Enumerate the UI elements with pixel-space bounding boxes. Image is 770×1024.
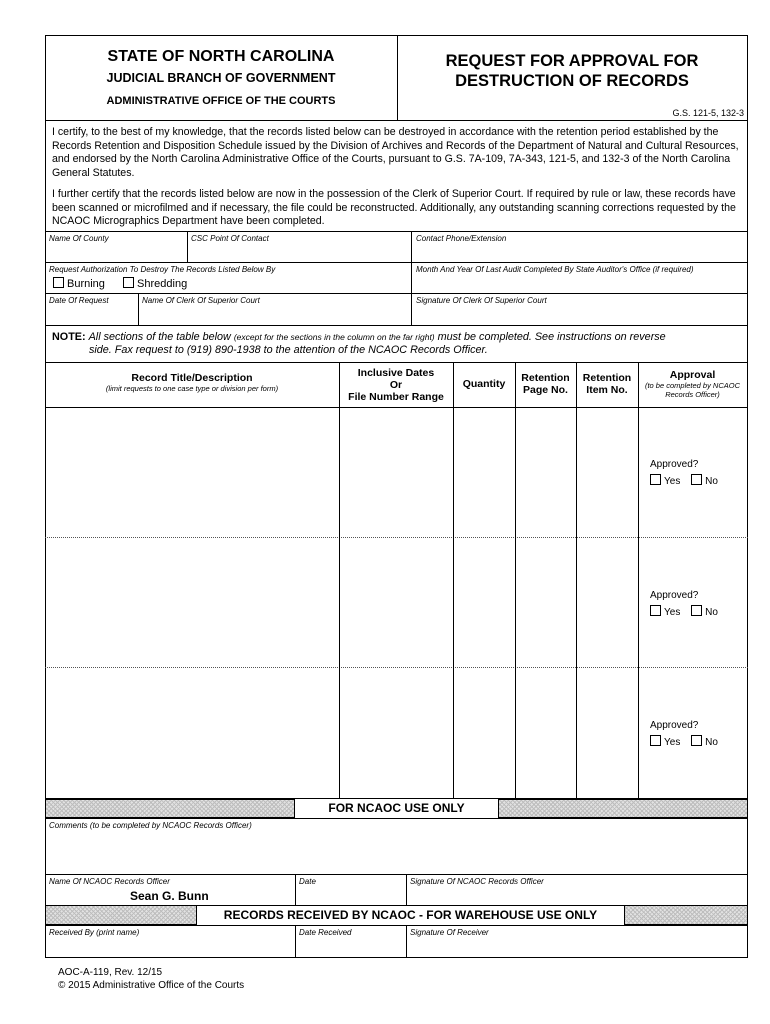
approval-row-1 (650, 458, 718, 489)
approved-yes-checkbox[interactable] (650, 605, 661, 616)
ncaoc-date-field[interactable]: Date (299, 877, 316, 886)
approved-label: Approved? (650, 590, 699, 601)
table-col-divider (339, 362, 340, 798)
col-title-sublabel: (limit requests to one case type or division per form) (105, 384, 279, 393)
yes-label: Yes (664, 476, 681, 487)
date-received-field[interactable]: Date Received (299, 928, 352, 937)
shredding-label: Shredding (137, 278, 188, 290)
ncaoc-section-title: FOR NCAOC USE ONLY (328, 801, 465, 815)
note-text-2: must be completed. See instructions on reverse (437, 331, 666, 343)
field-divider (406, 874, 407, 905)
yes-label: Yes (664, 607, 681, 618)
last-audit-field[interactable]: Month And Year Of Last Audit Completed By State Auditor's Office (if required) (416, 265, 694, 274)
header-bottom-border (45, 120, 748, 121)
phone-field[interactable]: Contact Phone/Extension (416, 234, 507, 243)
county-field[interactable]: Name Of County (49, 234, 109, 243)
burning-checkbox[interactable] (53, 277, 64, 288)
yes-label: Yes (664, 737, 681, 748)
fields-top-border (45, 231, 748, 232)
ncaoc-title-border (45, 818, 748, 819)
date-of-request-field[interactable]: Date Of Request (49, 296, 109, 305)
col-approval-sublabel: (to be completed by NCAOC Records Officer) (644, 381, 741, 399)
shaded-bar-left (45, 799, 295, 818)
shaded-bar-right (498, 799, 748, 818)
warehouse-top-border (45, 905, 748, 906)
copyright: © 2015 Administrative Office of the Courts (58, 980, 245, 991)
agency-office: ADMINISTRATIVE OFFICE OF THE COURTS (106, 95, 336, 107)
col-header-dates (339, 367, 453, 403)
table-row-divider (45, 537, 748, 538)
table-header-border (45, 407, 748, 408)
comments-bottom-border (45, 874, 748, 875)
col-ret-page-label-2: Page No. (523, 384, 568, 396)
col-header-retention-page (515, 372, 576, 396)
no-label: No (705, 737, 718, 748)
fields-row2-border (45, 293, 748, 294)
clerk-signature-field[interactable]: Signature Of Clerk Of Superior Court (416, 296, 547, 305)
officer-name-value: Sean G. Bunn (130, 889, 209, 903)
field-divider (138, 293, 139, 325)
form-id: AOC-A-119, Rev. 12/15 (58, 967, 163, 978)
form-bottom-border (45, 957, 748, 958)
note-block (52, 331, 744, 356)
approved-label: Approved? (650, 720, 699, 731)
field-divider (187, 231, 188, 262)
burning-label: Burning (67, 278, 105, 290)
table-col-divider (576, 362, 577, 798)
table-col-divider (453, 362, 454, 798)
field-divider (411, 231, 412, 325)
form-title-line1: REQUEST FOR APPROVAL FOR (445, 52, 699, 70)
warehouse-section-title: RECORDS RECEIVED BY NCAOC - FOR WAREHOUSE USE ONLY (223, 908, 598, 922)
col-dates-label-3: File Number Range (348, 391, 444, 403)
col-approval-label: Approval (669, 369, 716, 381)
field-divider (295, 874, 296, 905)
col-ret-item-label-1: Retention (582, 372, 632, 384)
col-dates-label-2: Or (389, 379, 403, 391)
authorization-label: Request Authorization To Destroy The Records Listed Below By (49, 265, 276, 274)
approved-no-checkbox[interactable] (691, 605, 702, 616)
col-header-title (45, 372, 339, 393)
csc-contact-field[interactable]: CSC Point Of Contact (191, 234, 269, 243)
col-dates-label-1: Inclusive Dates (357, 367, 435, 379)
certification-paragraph-2: I further certify that the records listed below are now in the possession of the Clerk of Superior Court. If required by rule or law, these records have been scanned or microfilmed and if necessary, the file could be reconstructed. Additionally, any outstanding scanning corrections requested by the NCAOC Micrographics Department have been completed. (52, 188, 736, 227)
col-header-quantity: Quantity (462, 378, 506, 390)
note-text-1: All sections of the table below (88, 331, 231, 343)
warehouse-shaded-bar-left (45, 905, 197, 925)
no-label: No (705, 476, 718, 487)
form-title-line2: DESTRUCTION OF RECORDS (455, 72, 689, 90)
col-title-label: Record Title/Description (131, 372, 253, 384)
shredding-checkbox[interactable] (123, 277, 134, 288)
col-header-approval (638, 369, 747, 399)
approval-row-2 (650, 589, 718, 620)
note-text-small: (except for the sections in the column on the far right) (233, 332, 435, 342)
col-ret-item-label-2: Item No. (586, 384, 628, 396)
table-row-divider (45, 667, 748, 668)
comments-field[interactable]: Comments (to be completed by NCAOC Records Officer) (49, 821, 252, 830)
fields-row1-border (45, 262, 748, 263)
fields-bottom-border (45, 325, 748, 326)
no-label: No (705, 607, 718, 618)
agency-name: STATE OF NORTH CAROLINA (107, 48, 335, 65)
warehouse-title-border (45, 925, 748, 926)
col-header-retention-item (576, 372, 638, 396)
certification-paragraph-1: I certify, to the best of my knowledge, that the records listed below can be destroyed in accordance with the retention period established by the Records Retention and Disposition Schedule issued by the Division of Archives and Records of the Department of Natural and Cultural Resources, and endorsed by the North Carolina Administrative Office of the Courts, pursuant to G.S. 7A-109, 7A-343, 121-5, and 132-3 of the North Carolina General Statutes. (52, 126, 739, 179)
approval-row-3 (650, 719, 718, 750)
table-col-divider (515, 362, 516, 798)
destruction-method-options (53, 277, 187, 290)
approved-yes-checkbox[interactable] (650, 735, 661, 746)
table-top-border (45, 362, 748, 363)
table-col-divider (638, 362, 639, 798)
approved-label: Approved? (650, 459, 699, 470)
approved-yes-checkbox[interactable] (650, 474, 661, 485)
received-by-field[interactable]: Received By (print name) (49, 928, 140, 937)
field-divider (406, 925, 407, 957)
receiver-signature-field[interactable]: Signature Of Receiver (410, 928, 489, 937)
agency-branch: JUDICIAL BRANCH OF GOVERNMENT (106, 71, 336, 85)
approved-no-checkbox[interactable] (691, 474, 702, 485)
officer-name-label: Name Of NCAOC Records Officer (49, 877, 170, 886)
col-ret-page-label-1: Retention (521, 372, 570, 384)
clerk-name-field[interactable]: Name Of Clerk Of Superior Court (142, 296, 260, 305)
note-line-2: side. Fax request to (919) 890-1938 to the attention of the NCAOC Records Officer. (89, 343, 488, 356)
warehouse-shaded-bar-right (624, 905, 748, 925)
note-prefix: NOTE: (52, 331, 86, 343)
officer-signature-field[interactable]: Signature Of NCAOC Records Officer (410, 877, 544, 886)
approved-no-checkbox[interactable] (691, 735, 702, 746)
field-divider (295, 925, 296, 957)
statute-reference: G.S. 121-5, 132-3 (672, 108, 744, 118)
